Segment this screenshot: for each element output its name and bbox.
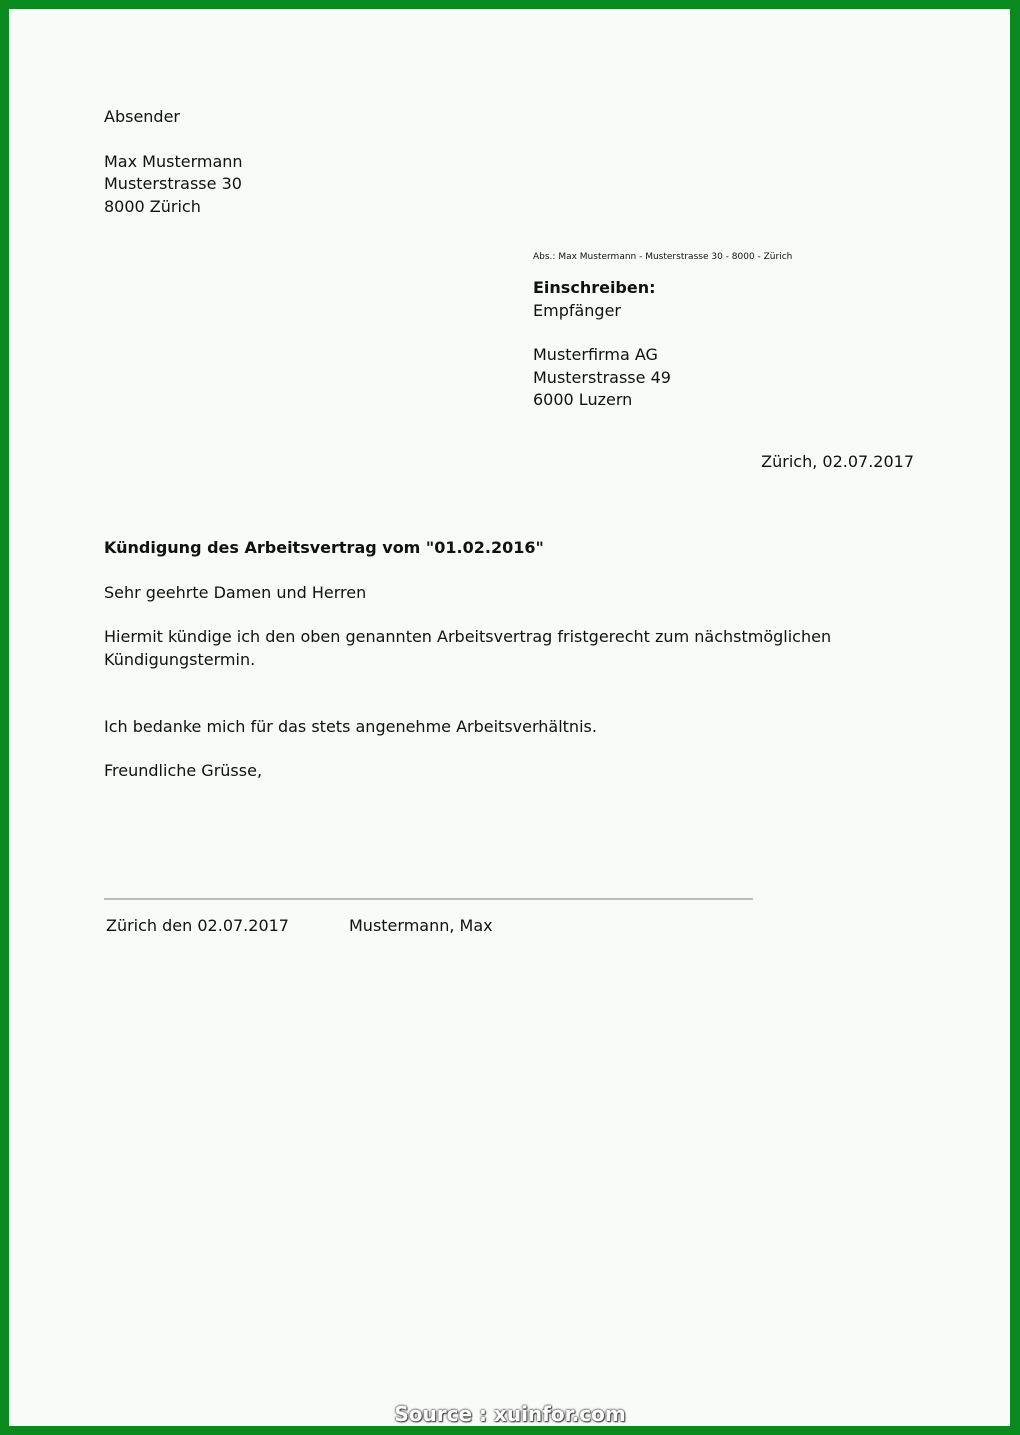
source-watermark: Source : xuinfor.com <box>394 1402 626 1426</box>
body-paragraph-1-line-1: Hiermit kündige ich den oben genannten Arbeitsvertrag fristgerecht zum nächstmöglichen <box>104 627 832 646</box>
registered-mail-label: Einschreiben: <box>533 278 656 297</box>
letter-date: Zürich, 02.07.2017 <box>761 452 914 471</box>
sender-address <box>104 151 243 219</box>
recipient-street: Musterstrasse 49 <box>533 367 671 387</box>
signature-name: Mustermann, Max <box>349 916 493 935</box>
signature-line <box>104 898 753 900</box>
body-paragraph-1-line-2: Kündigungstermin. <box>104 649 256 669</box>
recipient-company: Musterfirma AG <box>533 345 658 364</box>
sender-name: Max Mustermann <box>104 151 243 171</box>
recipient-city: 6000 Luzern <box>533 390 633 409</box>
sender-city: 8000 Zürich <box>104 196 201 216</box>
letter-subject: Kündigung des Arbeitsvertrag vom "01.02.2016" <box>104 538 544 557</box>
recipient-role: Empfänger <box>533 300 622 320</box>
body-paragraph-2: Ich bedanke mich für das stets angenehme Arbeitsverhältnis. <box>104 717 597 736</box>
return-address-line: Abs.: Max Mustermann - Musterstrasse 30 - 8000 - Zürich <box>533 252 793 262</box>
body-paragraph-1 <box>104 626 831 671</box>
salutation: Sehr geehrte Damen und Herren <box>104 583 367 602</box>
recipient-address <box>533 344 671 412</box>
sender-street: Musterstrasse 30 <box>104 174 242 193</box>
sender-block <box>104 106 243 218</box>
closing: Freundliche Grüsse, <box>104 761 263 780</box>
recipient-block <box>533 277 671 412</box>
sender-label: Absender <box>104 107 180 126</box>
letter-page <box>9 9 1010 1426</box>
signature-place-date: Zürich den 02.07.2017 <box>106 916 289 935</box>
